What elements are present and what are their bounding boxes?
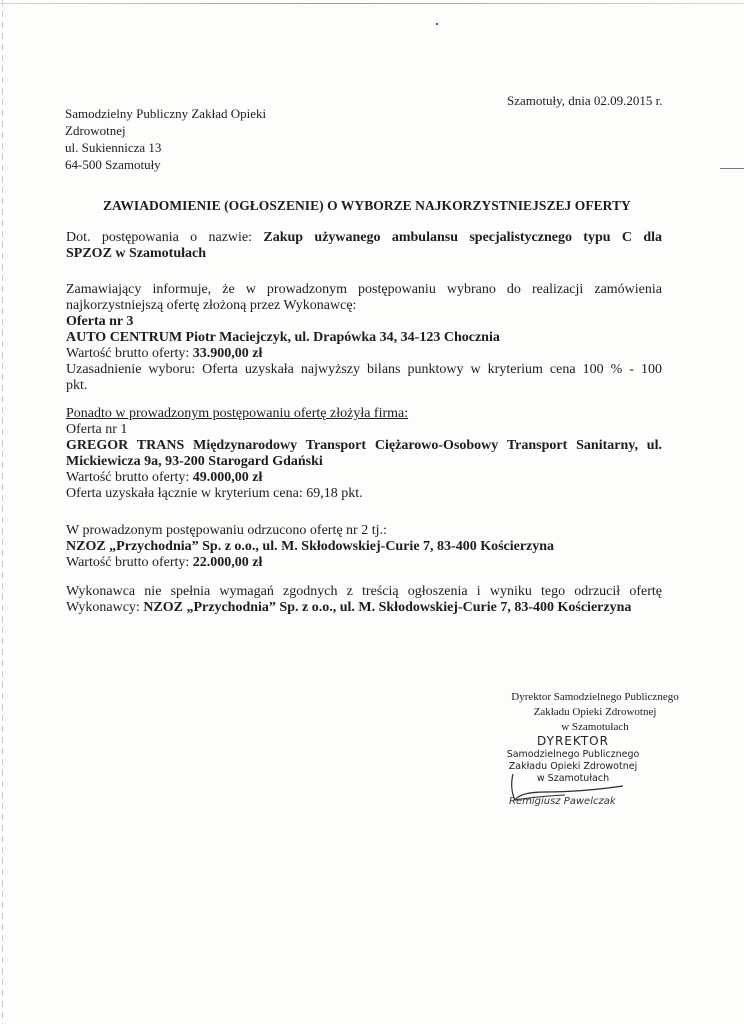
other-offer-block (66, 406, 662, 502)
stamp-line1: Samodzielnego Publicznego (506, 749, 640, 760)
sender-name-line2: Zdrowotnej (65, 123, 126, 138)
subject-name-part2: SPZOZ w Szamotułach (66, 246, 207, 261)
intro-line2: najkorzystniejszą ofertę złożoną przez Wykonawcę: (66, 298, 357, 313)
rejected-value: 22.000,00 zł (192, 555, 263, 570)
other-offer-company-line2: Mickiewicza 9a, 93-200 Starogard Gdański (66, 454, 323, 469)
rejection-reason-company: NZOZ „Przychodnia” Sp. z o.o., ul. M. Skłodowskiej-Curie 7, 83-400 Kościerzyna (143, 600, 632, 615)
stamp-title: DYREKTOR (537, 734, 609, 748)
scan-mark-right (720, 168, 744, 169)
other-offer-heading: Ponadto w prowadzonym postępowaniu ofertę złożyła firma: (66, 406, 409, 421)
signer-name: Remigiusz Pawelczak (509, 796, 616, 807)
sender-name-line1: Samodzielny Publiczny Zakład Opieki (65, 106, 267, 121)
selected-offer-justification-line2: pkt. (66, 378, 88, 393)
selected-offer-company: AUTO CENTRUM Piotr Maciejczyk, ul. Drapówka 34, 34-123 Chocznia (66, 330, 500, 345)
other-offer-value-label: Wartość brutto oferty: (66, 470, 190, 485)
signature-line2: Zakładu Opieki Zdrowotnej (533, 706, 657, 718)
intro-block (66, 282, 662, 394)
stamp-line3: w Szamotułach (536, 773, 610, 784)
subject-line1 (66, 230, 662, 246)
rejection-reason-line1: Wykonawca nie spełnia wymagań zgodnych z treścią ogłoszenia i wyniku tego odrzucił ofertę (66, 584, 662, 599)
other-offer-company-line1: GREGOR TRANS Międzynarodowy Transport Ciężarowo-Osobowy Transport Sanitarny, ul. (66, 438, 662, 453)
subject-block (66, 230, 662, 262)
subject-name-part1: Zakup używanego ambulansu specjalistycznego typu C dla (263, 230, 663, 245)
scan-edge-left (2, 0, 3, 1024)
selected-offer-value-label: Wartość brutto oferty: (66, 346, 190, 361)
selected-offer-value-line (66, 346, 662, 362)
rejected-offer-block (66, 523, 662, 571)
stamp-line2: Zakładu Opieki Zdrowotnej (508, 761, 638, 772)
signature-title (480, 690, 710, 735)
signature-line1: Dyrektor Samodzielnego Publicznego (511, 691, 679, 703)
subject-prefix: Dot. postępowania o nazwie: (66, 230, 253, 245)
other-offer-label: Oferta nr 1 (66, 422, 128, 437)
selected-offer-justification-line1: Uzasadnienie wyboru: Oferta uzyskała najwyższy bilans punktowy w kryterium cena 100 % - 100 (66, 362, 662, 377)
scan-speck (436, 23, 438, 25)
document-title: ZAWIADOMIENIE (OGŁOSZENIE) O WYBORZE NAJKORZYSTNIEJSZEJ OFERTY (103, 198, 631, 213)
rejection-reason-block (66, 584, 662, 616)
scan-edge-top (0, 3, 744, 4)
document-date: Szamotuły, dnia 02.09.2015 r. (507, 93, 663, 108)
other-offer-value: 49.000,00 zł (192, 470, 263, 485)
rejection-reason-line2 (66, 600, 662, 616)
sender-street: ul. Sukiennicza 13 (65, 140, 162, 155)
sender-address (65, 105, 266, 173)
other-offer-value-line (66, 470, 662, 486)
selected-offer-label: Oferta nr 3 (66, 314, 134, 329)
rejected-company: NZOZ „Przychodnia” Sp. z o.o., ul. M. Skłodowskiej-Curie 7, 83-400 Kościerzyna (66, 539, 555, 554)
signature-line3: w Szamotułach (561, 721, 629, 733)
rejection-reason-prefix: Wykonawcy: (66, 600, 140, 615)
intro-line1: Zamawiający informuje, że w prowadzonym postępowaniu wybrano do realizacji zamówienia (66, 282, 662, 297)
other-offer-score: Oferta uzyskała łącznie w kryterium cena: 69,18 pkt. (66, 486, 363, 501)
rejected-value-line (66, 555, 662, 571)
sender-postal-city: 64-500 Szamotuły (65, 157, 161, 172)
rejected-value-label: Wartość brutto oferty: (66, 555, 190, 570)
selected-offer-value: 33.900,00 zł (192, 346, 263, 361)
rejected-intro: W prowadzonym postępowaniu odrzucono ofertę nr 2 tj.: (66, 523, 387, 538)
